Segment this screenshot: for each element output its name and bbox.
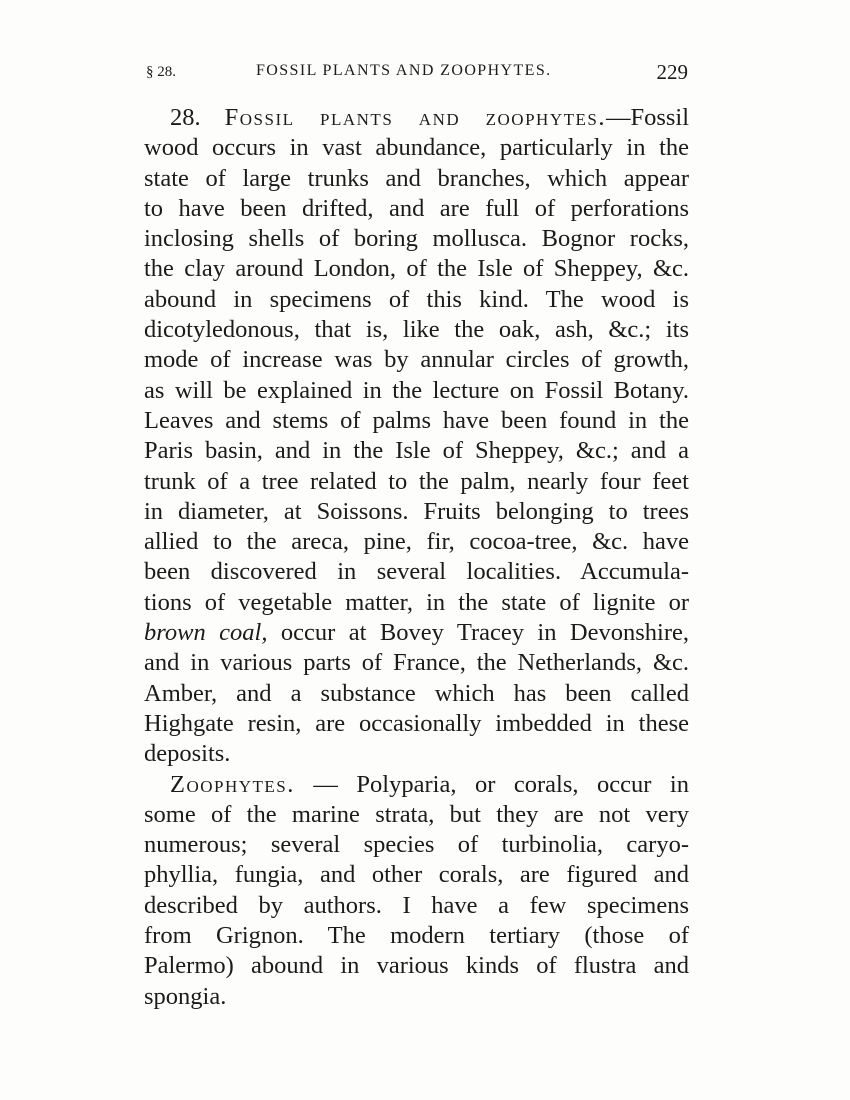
running-head: [146, 62, 688, 88]
paragraph-number: 28.: [170, 104, 201, 131]
text-line: inclosing shells of boring mollusca. Bognor rocks,: [144, 225, 689, 253]
heading-dash: —: [313, 770, 338, 798]
text-line: from Grignon. The modern tertiary (those of: [144, 922, 689, 950]
heading-dash: —: [605, 104, 631, 131]
section-mark: § 28.: [146, 64, 176, 80]
text-line: Palermo) abound in various kinds of flustra and: [144, 952, 689, 980]
text-line: trunk of a tree related to the palm, nearly four feet: [144, 467, 689, 495]
text-line: the clay around London, of the Isle of Sheppey, &c.: [144, 255, 689, 283]
text-line-with-italic: [144, 618, 689, 648]
text-line: Fossil: [630, 104, 690, 131]
paragraph-1-first-line: [144, 103, 689, 133]
text-fragment: occur at Bovey Tracey in Devonshire,: [280, 619, 690, 647]
text-line: been discovered in several localities. Accumula-: [144, 558, 689, 586]
text-line: Highgate resin, are occasionally imbedded in these: [144, 709, 689, 737]
text-line: in diameter, at Soissons. Fruits belonging to trees: [144, 497, 689, 525]
running-title: FOSSIL PLANTS AND ZOOPHYTES.: [256, 62, 552, 79]
text-line: allied to the areca, pine, fir, cocoa-tree, &c. have: [144, 528, 689, 556]
text-line: state of large trunks and branches, which appear: [144, 164, 689, 192]
text-line: deposits.: [144, 740, 231, 768]
text-line: dicotyledonous, that is, like the oak, ash, &c.; its: [144, 316, 689, 344]
text-line: to have been drifted, and are full of perforations: [144, 194, 689, 222]
text-line: tions of vegetable matter, in the state of lignite or: [144, 588, 689, 616]
italic-phrase: brown coal,: [144, 619, 268, 647]
text-line: Leaves and stems of palms have been found in the: [144, 406, 689, 434]
text-line: wood occurs in vast abundance, particularly in the: [144, 134, 689, 162]
text-line: spongia.: [144, 982, 227, 1010]
text-line: and in various parts of France, the Netherlands, &c.: [144, 649, 689, 677]
paragraph-2-first-line: [144, 770, 689, 800]
text-line: described by authors. I have a few specimens: [144, 891, 689, 919]
text-fragment: Polyparia, or corals, occur in: [356, 770, 689, 798]
text-line: numerous; several species of turbinolia, caryo-: [144, 831, 689, 859]
text-line: Amber, and a substance which has been called: [144, 679, 689, 707]
text-line: mode of increase was by annular circles of growth,: [144, 346, 689, 374]
text-line: as will be explained in the lecture on Fossil Botany.: [144, 376, 689, 404]
text-line: abound in specimens of this kind. The wood is: [144, 285, 689, 313]
body-text: [144, 103, 689, 1012]
section-heading: Fossil plants and zoophytes.: [224, 104, 606, 131]
text-line: phyllia, fungia, and other corals, are figured and: [144, 861, 689, 889]
text-line: some of the marine strata, but they are not very: [144, 800, 689, 828]
subsection-heading: Zoophytes.: [170, 770, 295, 798]
page-number: 229: [656, 60, 688, 84]
text-line: Paris basin, and in the Isle of Sheppey, &c.; and a: [144, 437, 689, 465]
